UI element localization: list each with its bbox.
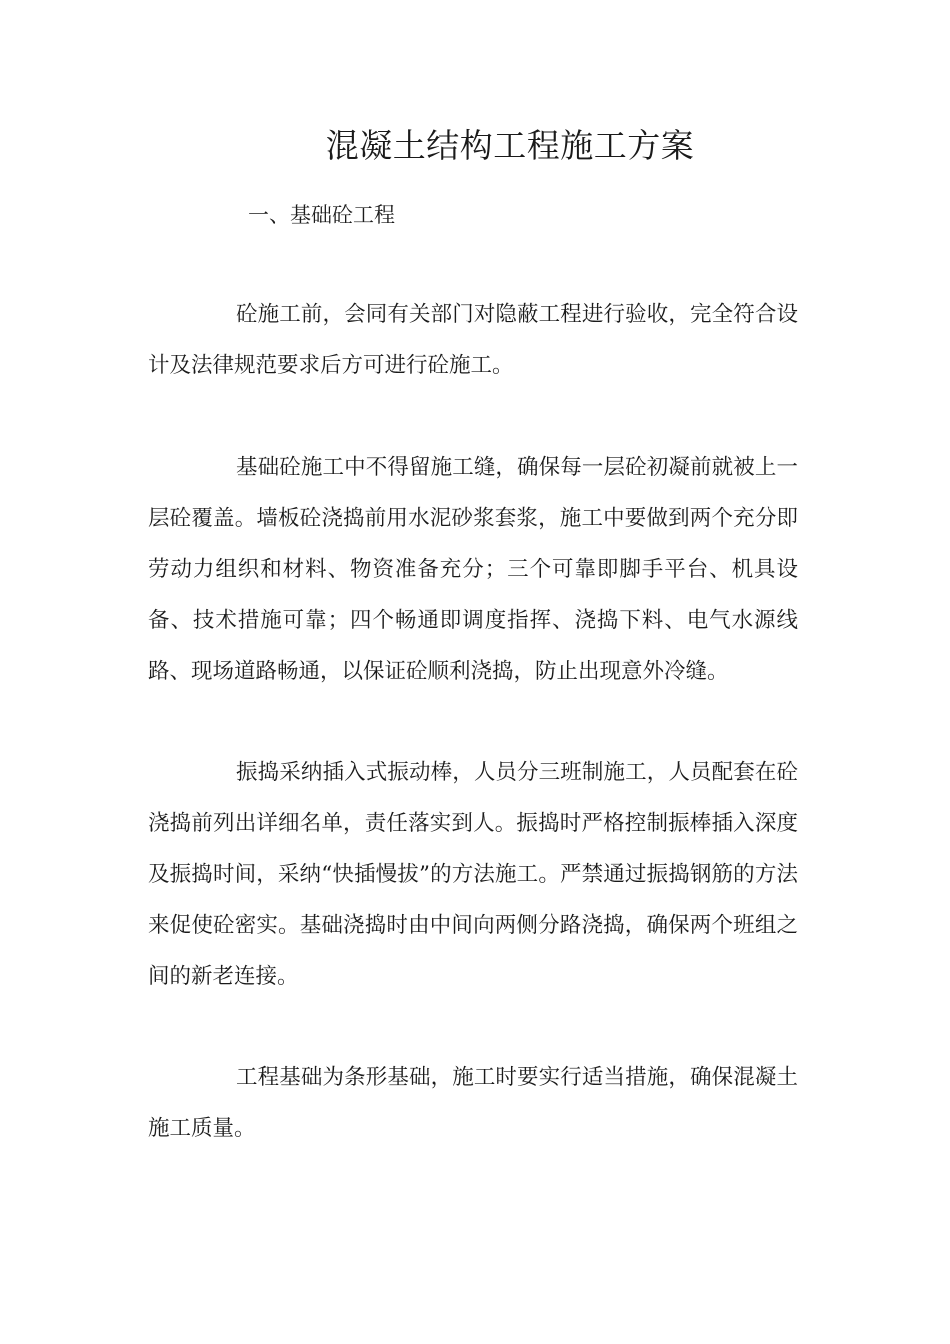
document-title: 混凝土结构工程施工方案 xyxy=(325,126,695,165)
paragraph-no-construction-joints: 基础砼施工中不得留施工缝，确保每一层砼初凝前就被上一层砼覆盖。墙板砼浇捣前用水泥砂浆套浆，施工中要做到两个充分即劳动力组织和材料、物资准备充分；三个可靠即脚手平台、机具设备、技术措施可靠；四个畅通即调度指挥、浇捣下料、电气水源线路、现场道路畅通，以保证砼顺利浇捣，防止出现意外冷缝。 xyxy=(148,455,798,684)
section-heading: 一、基础砼工程 xyxy=(248,203,395,227)
paragraph-strip-foundation: 工程基础为条形基础，施工时要实行适当措施，确保混凝土施工质量。 xyxy=(148,1065,798,1141)
paragraph-vibration: 振捣采纳插入式振动棒，人员分三班制施工，人员配套在砼浇捣前列出详细名单，责任落实到人。振捣时严格控制振棒插入深度及振捣时间，采纳“快插慢拔”的方法施工。严禁通过振捣钢筋的方法来促使砼密实。基础浇捣时由中间向两侧分路浇捣，确保两个班组之间的新老连接。 xyxy=(148,760,798,989)
paragraph-inspection: 砼施工前，会同有关部门对隐蔽工程进行验收，完全符合设计及法律规范要求后方可进行砼施工。 xyxy=(148,302,798,378)
